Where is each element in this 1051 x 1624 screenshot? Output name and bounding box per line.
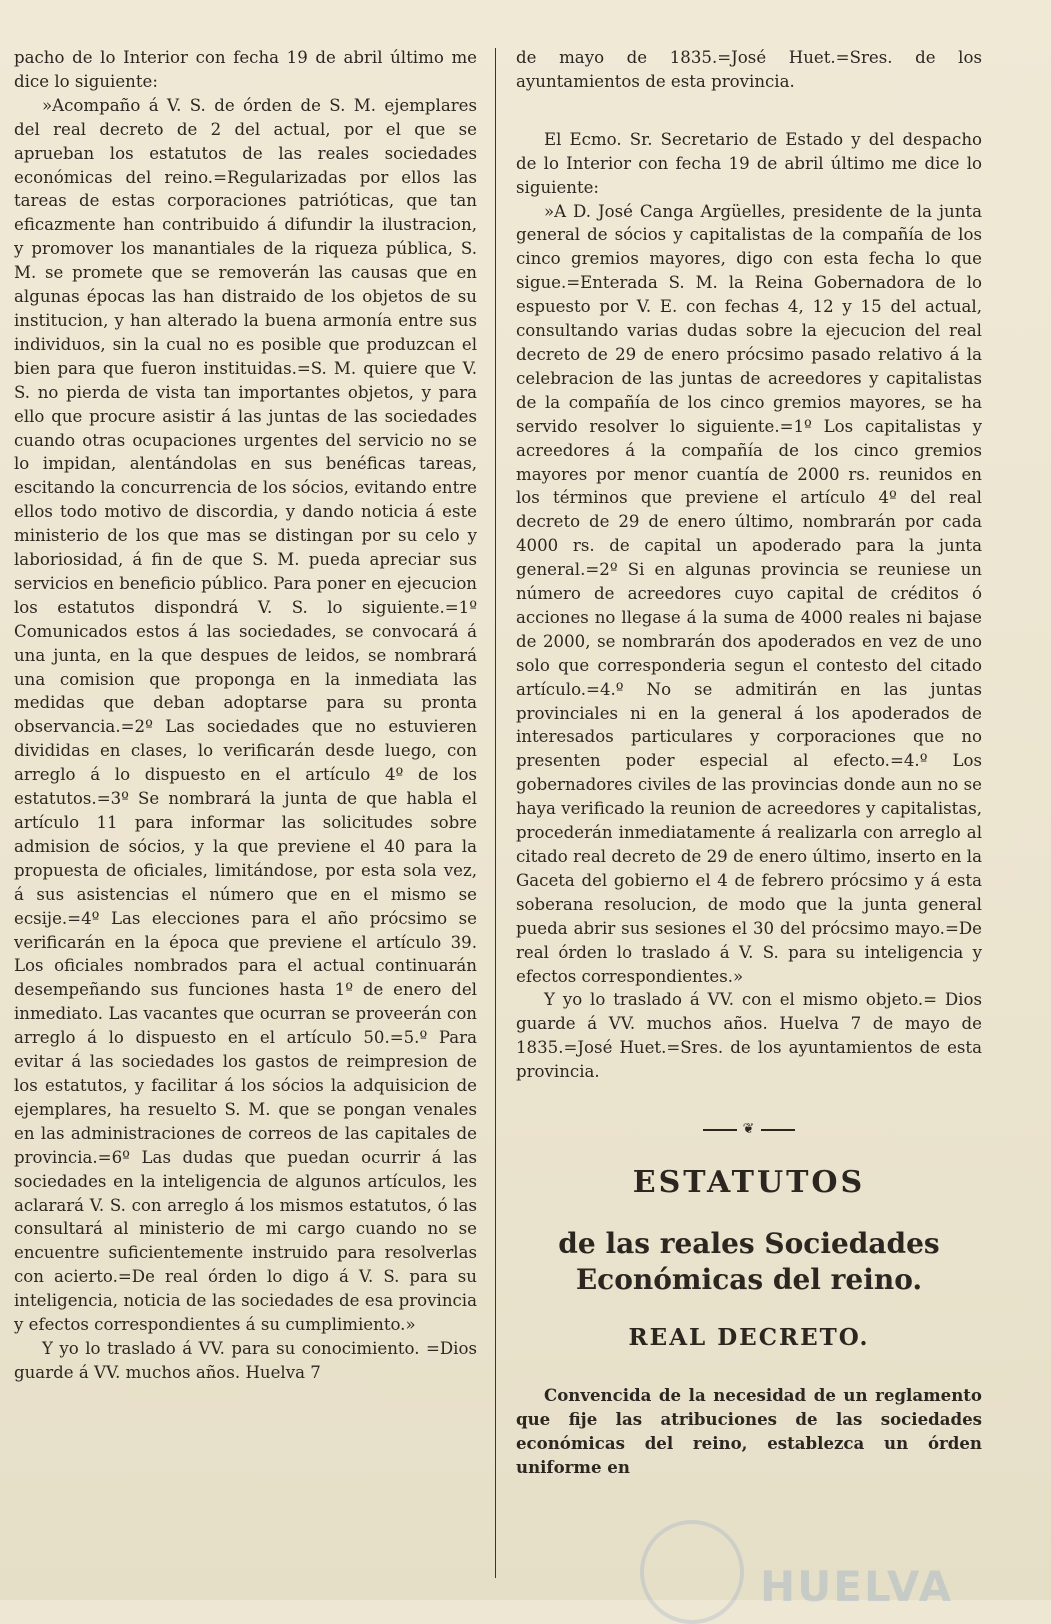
archive-watermark: HUELVA bbox=[760, 1562, 954, 1611]
section-ornament bbox=[516, 1118, 982, 1142]
heading-estatutos: ESTATUTOS bbox=[632, 1165, 866, 1201]
left-paragraph-2: »Acompaño á V. S. de órden de S. M. ejemplares del real decreto de 2 del actual, por el que se aprueban los estatutos de las reales sociedades económicas del reino.=Regularizadas por ellos las tareas de estas corporaciones patrióticas, que tan eficazmente han contribuido á difundir la ilustracion, y promover los manantiales de la riqueza pública, S. M. se promete que se removerán las causas que en algunas épocas las han distraido de los objetos de su institucion, y han alterado la buena armonía entre sus individuos, sin la cual no es posible que produzcan el bien para que fueron instituidas.=S. M. quiere que V. S. no pierda de vista tan importantes objetos, y para ello que procure asistir á las juntas de las sociedades cuando otras ocupaciones urgentes del servicio no se lo impidan, alentándolas en sus benéficas tareas, escitando la concurrencia de los sócios, evitando entre ellos todo motivo de discordia, y dando noticia á este ministerio de los que mas se distingan por su celo y laboriosidad, á fin de que S. M. pueda apreciar sus servicios en beneficio público. Para poner en ejecucion los estatutos dispondrá V. S. lo siguiente.=1º Comunicados estos á las sociedades, se convocará á una junta, en la que despues de leidos, se nombrará una comision que proponga en la inmediata las medidas que deban adoptarse para su pronta observancia.=2º Las sociedades que no estuvieren divididas en clases, lo verificarán desde luego, con arreglo á lo dispuesto en el artículo 4º de los estatutos.=3º Se nombrará la junta de que habla el artículo 11 para informar las solicitudes sobre admision de sócios, y la que previene el 40 para la propuesta de oficiales, limitándose, por esta sola vez, á sus asistencias el número que en el mismo se ecsije.=4º Las elecciones para el año prócsimo se verificarán en la época que previene el artículo 39. Los oficiales nombrados para el actual continuarán desempeñando sus funciones hasta 1º de enero del inmediato. Las vacantes que ocurran se proveerán con arreglo á lo dispuesto en el artículo 50.=5.º Para evitar á las sociedades los gastos de reimpresion de los estatutos, y facilitar á los sócios la adquisicion de ejemplares, ha resuelto S. M. que se pongan venales en las administraciones de correos de las capitales de provincia.=6º Las dudas que puedan ocurrir á las sociedades en la inteligencia de algunos artículos, les aclarará V. S. con arreglo á los mismos estatutos, ó las consultará al ministerio de mi cargo cuando no se encuentre suficientemente instruido para resolverlas con acierto.=De real órden lo digo á V. S. para su inteligencia, noticia de las sociedades de esa provincia y efectos correspondientes á su cumplimiento.» bbox=[14, 95, 477, 1335]
right-paragraph-1: de mayo de 1835.=José Huet.=Sres. de los ayuntamientos de esta provincia. bbox=[516, 48, 982, 91]
right-paragraph-2: El Ecmo. Sr. Secretario de Estado y del despacho de lo Interior con fecha 19 de abril último me dice lo siguiente: bbox=[516, 129, 982, 197]
ornament-line-left bbox=[703, 1129, 737, 1131]
right-paragraph-4: Y yo lo traslado á VV. con el mismo objeto.= Dios guarde á VV. muchos años. Huelva 7 de mayo de 1835.=José Huet.=Sres. de los ayuntamientos de esta provincia. bbox=[516, 990, 982, 1082]
right-paragraph-5: Convencida de la necesidad de un reglamento que fije las atribuciones de las sociedades económicas del reino, establezca un órden uniforme en bbox=[516, 1384, 982, 1477]
heading-sociedades: de las reales Sociedades Económicas del reino. bbox=[558, 1227, 940, 1297]
paragraph-gap bbox=[516, 94, 982, 128]
left-paragraph-3: Y yo lo traslado á VV. para su conocimiento. =Dios guarde á VV. muchos años. Huelva 7 bbox=[14, 1338, 477, 1382]
ornament-flourish-icon: ❦ bbox=[742, 1121, 756, 1138]
right-paragraph-3: »A D. José Canga Argüelles, presidente de la junta general de sócios y capitalistas de la compañía de los cinco gremios mayores, digo con esta fecha lo que sigue.=Enterada S. M. la Reina Gobernadora de lo espuesto por V. E. con fechas 4, 12 y 15 del actual, consultando varias dudas sobre la ejecucion del real decreto de 29 de enero prócsimo pasado relativo á la celebracion de las juntas de acreedores y capitalistas de la compañía de los cinco gremios mayores, se ha servido resolver lo siguiente.=1º Los capitalistas y acreedores á la compañía de los cinco gremios mayores por menor cuantía de 2000 rs. reunidos en los términos que previene el artículo 4º del real decreto de 29 de enero último, nombrarán por cada 4000 rs. de capital un apoderado para la junta general.=2º Si en algunas provincia se reuniese un número de acreedores cuyo capital de créditos ó acciones no llegase á la suma de 4000 reales ni bajase de 2000, se nombrarán dos apoderados en vez de uno solo que corresponderia segun el contesto del citado artículo.=4.º No se admitirán en las juntas provinciales ni en la general á los apoderados de interesados particulares y corporaciones que no presenten poder especial al efecto.=4.º Los gobernadores civiles de las provincias donde aun no se haya verificado la reunion de acreedores y capitalistas, procederán inmediatamente á realizarla con arreglo al citado real decreto de 29 de enero último, inserto en la Gaceta del gobierno el 4 de febrero prócsimo y á esta soberana resolucion, de modo que la junta general pueda abrir sus sesiones el 30 del prócsimo mayo.=De real órden lo traslado á V. S. para su inteligencia y efectos correspondientes.» bbox=[516, 201, 982, 986]
ornament-line-right bbox=[761, 1129, 795, 1131]
left-paragraph-1: pacho de lo Interior con fecha 19 de abril último me dice lo siguiente: bbox=[14, 48, 477, 91]
left-column bbox=[14, 46, 477, 1580]
column-divider bbox=[495, 48, 496, 1578]
archive-seal-icon bbox=[640, 1520, 744, 1624]
right-column bbox=[516, 46, 982, 1580]
heading-real-decreto: REAL DECRETO. bbox=[628, 1324, 870, 1352]
